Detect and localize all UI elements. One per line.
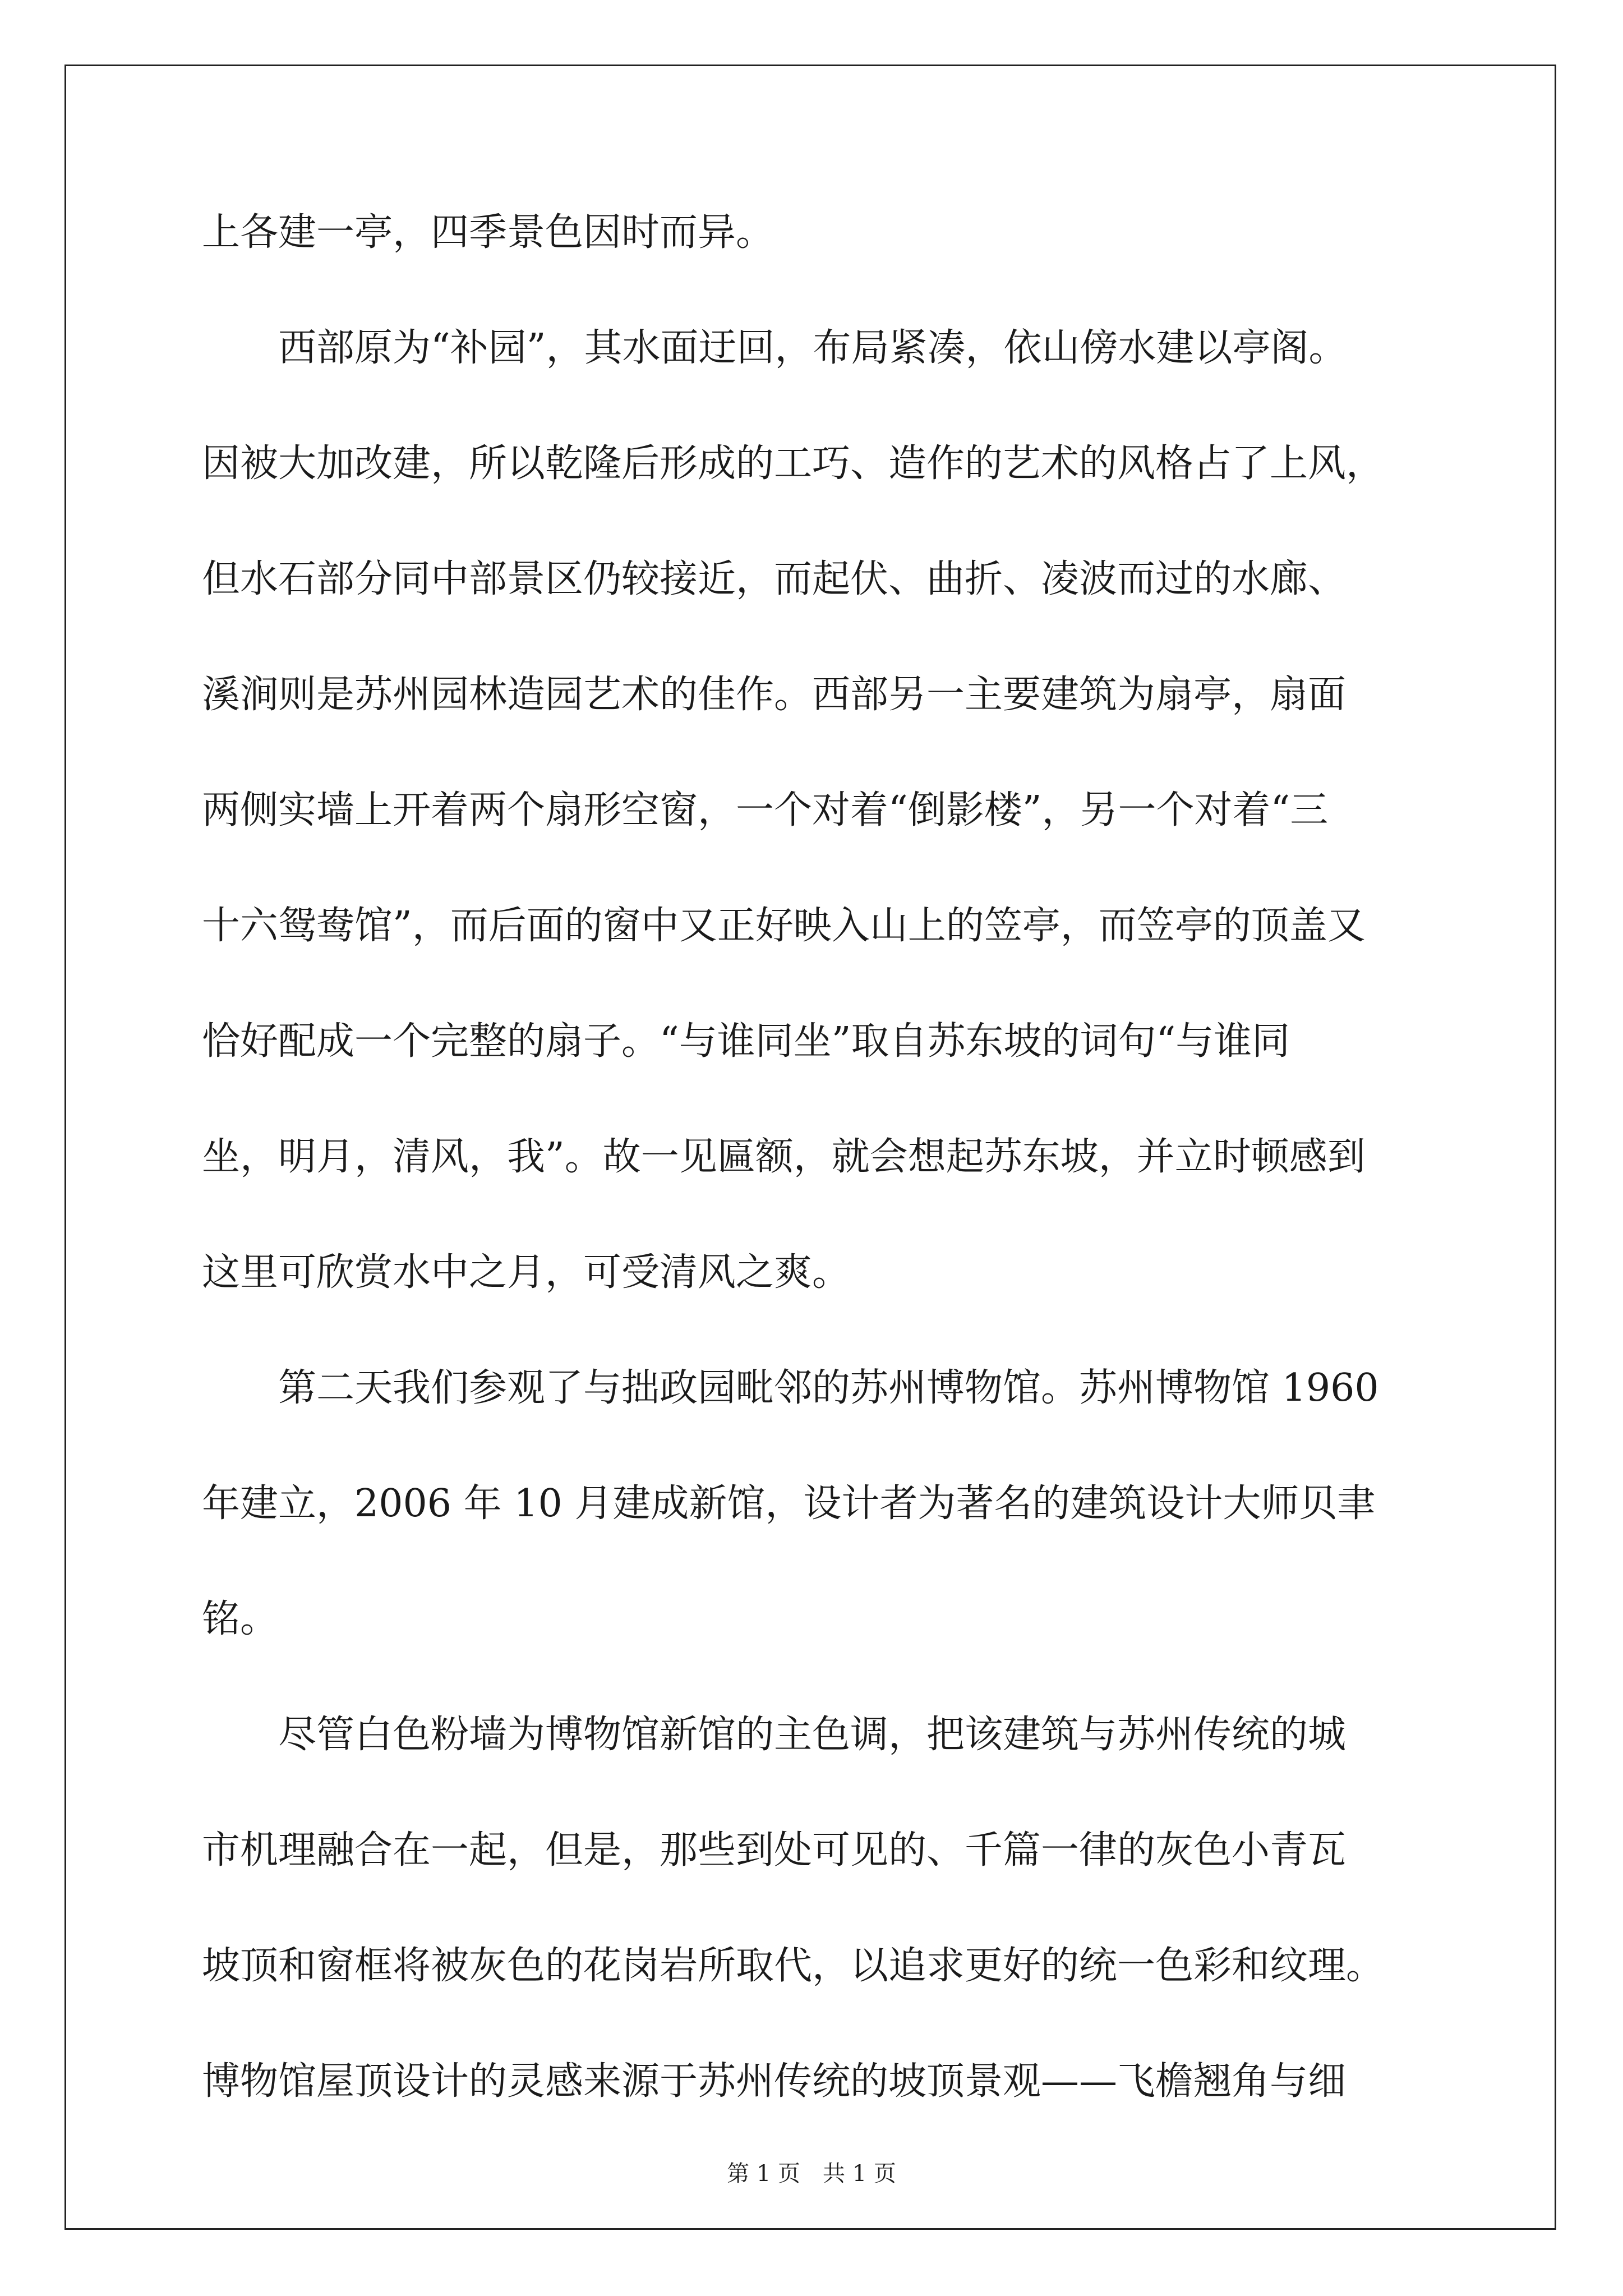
body-text-line-16: 坡顶和窗框将被灰色的花岗岩所取代，以追求更好的统一色彩和纹理。 <box>202 1944 1385 1988</box>
body-text-line-13: 铭。 <box>202 1597 279 1641</box>
body-text-line-15: 市机理融合在一起，但是，那些到处可见的、千篇一律的灰色小青瓦 <box>202 1828 1347 1872</box>
body-text-line-6: 两侧实墙上开着两个扇形空窗，一个对着“倒影楼”，另一个对着“三 <box>202 788 1329 832</box>
body-text-line-3: 因被大加改建，所以乾隆后形成的工巧、造作的艺术的风格占了上风， <box>202 441 1385 486</box>
body-text-line-8: 恰好配成一个完整的扇子。“与谁同坐”取自苏东坡的词句“与谁同 <box>202 1019 1290 1064</box>
body-text-line-9: 坐，明月，清风，我”。故一见匾额，就会想起苏东坡，并立时顿感到 <box>202 1135 1366 1179</box>
body-text-line-10: 这里可欣赏水中之月，可受清风之爽。 <box>202 1250 851 1295</box>
body-text-line-4: 但水石部分同中部景区仍较接近，而起伏、曲折、凌波而过的水廊、 <box>202 557 1347 601</box>
body-text-line-2: 西部原为“补园”，其水面迂回，布局紧凑，依山傍水建以亭阁。 <box>202 326 1347 370</box>
body-text-line-12: 年建立，2006 年 10 月建成新馆，设计者为著名的建筑设计大师贝聿 <box>202 1481 1376 1526</box>
body-text-line-17: 博物馆屋顶设计的灵感来源于苏州传统的坡顶景观——飞檐翘角与细 <box>202 2059 1347 2104</box>
body-text-line-11: 第二天我们参观了与拙政园毗邻的苏州博物馆。苏州博物馆 1960 <box>202 1366 1379 1410</box>
body-text-line-5: 溪涧则是苏州园林造园艺术的佳作。西部另一主要建筑为扇亭，扇面 <box>202 673 1347 717</box>
page-number-footer: 第 1 页 共 1 页 <box>727 2161 896 2187</box>
body-text-line-7: 十六鸳鸯馆”，而后面的窗中又正好映入山上的笠亭，而笠亭的顶盖又 <box>202 904 1366 948</box>
body-text-line-14: 尽管白色粉墙为博物馆新馆的主色调，把该建筑与苏州传统的城 <box>202 1713 1347 1757</box>
body-text-line-1: 上各建一亭，四季景色因时而异。 <box>202 210 774 255</box>
